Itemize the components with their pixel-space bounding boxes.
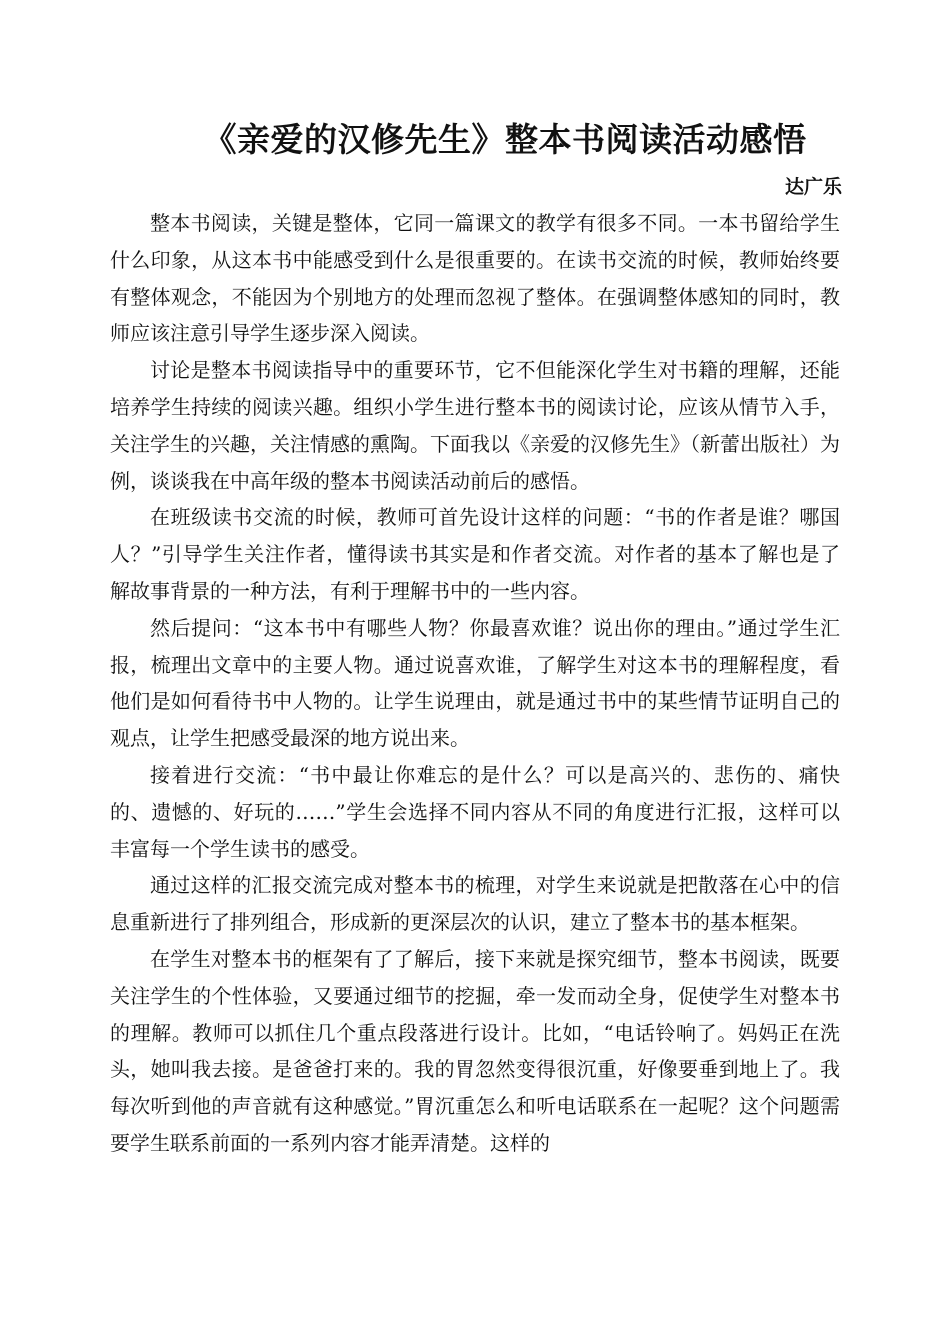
author-name: 达广乐 — [784, 176, 842, 198]
paragraph: 接着进行交流：“书中最让你难忘的是什么？可以是高兴的、悲伤的、痛快的、遗憾的、好玩的……”学生会选择不同内容从不同的角度进行汇报，这样可以丰富每一个学生读书的感受。 — [110, 762, 840, 861]
paragraph: 整本书阅读，关键是整体，它同一篇课文的教学有很多不同。一本书留给学生什么印象，从这本书中能感受到什么是很重要的。在读书交流的时候，教师始终要有整体观念，不能因为个别地方的处理而忽视了整体。在强调整体感知的同时，教师应该注意引导学生逐步深入阅读。 — [110, 211, 840, 346]
document-body — [110, 205, 840, 1162]
document-title: 《亲爱的汉修先生》整本书阅读活动感悟 — [203, 120, 807, 159]
paragraph: 通过这样的汇报交流完成对整本书的梳理，对学生来说就是把散落在心中的信息重新进行了排列组合，形成新的更深层次的认识，建立了整本书的基本框架。 — [110, 873, 840, 935]
paragraph: 讨论是整本书阅读指导中的重要环节，它不但能深化学生对书籍的理解，还能培养学生持续的阅读兴趣。组织小学生进行整本书的阅读讨论，应该从情节入手，关注学生的兴趣，关注情感的熏陶。下面我以《亲爱的汉修先生》（新蕾出版社）为例，谈谈我在中高年级的整本书阅读活动前后的感悟。 — [110, 358, 840, 493]
paragraph: 然后提问：“这本书中有哪些人物？你最喜欢谁？说出你的理由。”通过学生汇报，梳理出文章中的主要人物。通过说喜欢谁，了解学生对这本书的理解程度，看他们是如何看待书中人物的。让学生说理由，就是通过书中的某些情节证明自己的观点，让学生把感受最深的地方说出来。 — [110, 615, 840, 751]
paragraph: 在班级读书交流的时候，教师可首先设计这样的问题：“书的作者是谁？哪国人？”引导学生关注作者，懂得读书其实是和作者交流。对作者的基本了解也是了解故事背景的一种方法，有利于理解书中的一些内容。 — [110, 505, 840, 603]
paragraph: 在学生对整本书的框架有了了解后，接下来就是探究细节，整本书阅读，既要关注学生的个性体验，又要通过细节的挖掘，牵一发而动全身，促使学生对整本书的理解。教师可以抓住几个重点段落进行设计。比如，“电话铃响了。妈妈正在洗头，她叫我去接。是爸爸打来的。我的胃忽然变得很沉重，好像要垂到地上了。我每次听到他的声音就有这种感觉。”胃沉重怎么和听电话联系在一起呢？这个问题需要学生联系前面的一系列内容才能弄清楚。这样的 — [110, 946, 840, 1155]
